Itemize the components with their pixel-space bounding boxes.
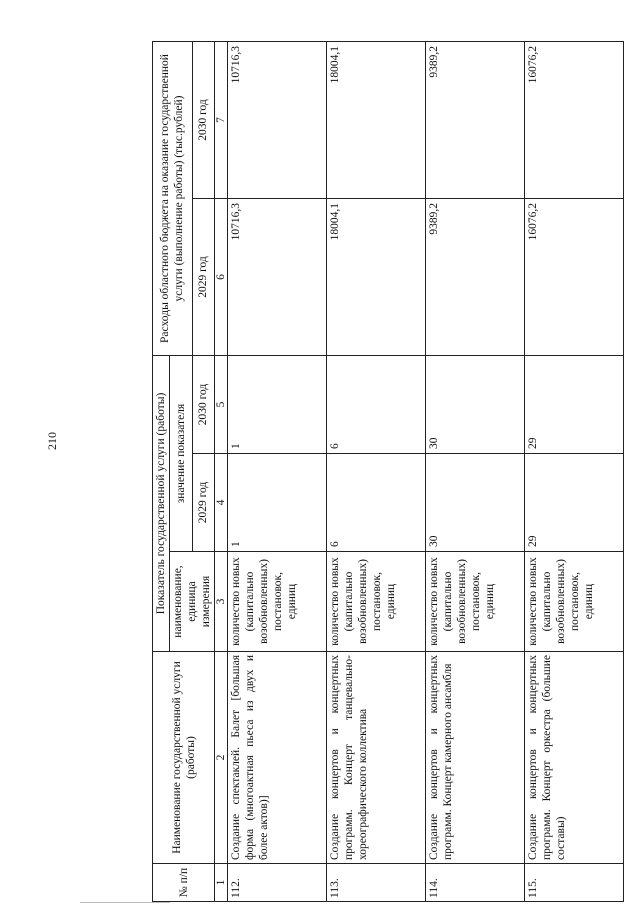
table-row [426, 42, 525, 902]
cost-2029: 10716,3 [228, 199, 327, 356]
header-indicator-group: Показатель государственной услуги (работы) [153, 356, 170, 652]
header-budget-group: Расходы областного бюджета на оказание государственной услуги (выполнение работы) (тыс.рублей) [153, 42, 193, 356]
value-2030: 1 [228, 356, 327, 454]
column-number: 4 [215, 454, 228, 552]
cost-2029: 9389,2 [426, 199, 525, 356]
value-2030: 6 [327, 356, 426, 454]
value-2030: 30 [426, 356, 525, 454]
value-2029: 6 [327, 454, 426, 552]
header-num: № п/п [153, 864, 215, 902]
table-body [228, 42, 624, 902]
cost-2029: 18004,1 [327, 199, 426, 356]
services-table [152, 41, 624, 902]
cost-2030: 10716,3 [228, 42, 327, 199]
indicator-unit: количество новых (капитально возобновленных) постановок, единиц [327, 552, 426, 652]
header-cost-2029: 2029 год [192, 199, 215, 356]
table-row [525, 42, 624, 902]
header-indicator-value: значение показателя [170, 356, 193, 552]
value-2030: 29 [525, 356, 624, 454]
column-number: 6 [215, 199, 228, 356]
rotated-table-wrapper [152, 42, 595, 902]
cost-2030: 18004,1 [327, 42, 426, 199]
row-number: 113. [327, 864, 426, 902]
row-number: 115. [525, 864, 624, 902]
service-name: Создание концертов и концертных программ. Концерт оркестра (большие составы) [525, 652, 624, 864]
page-number: 210 [45, 432, 59, 450]
cost-2030: 9389,2 [426, 42, 525, 199]
row-number: 112. [228, 864, 327, 902]
indicator-unit: количество новых (капитально возобновленных) постановок, единиц [228, 552, 327, 652]
column-numbers-row [215, 42, 228, 902]
service-name: Создание концертов и концертных программ. Концерт камерного ансамбля [426, 652, 525, 864]
header-value-2029: 2029 год [192, 454, 215, 552]
column-number: 2 [215, 652, 228, 864]
column-number: 1 [215, 864, 228, 902]
column-number: 7 [215, 42, 228, 199]
column-number: 5 [215, 356, 228, 454]
scan-edge-line [80, 902, 170, 903]
service-name: Создание спектаклей. Балет [большая форма (многоактная пьеса из двух и более актов)] [228, 652, 327, 864]
header-indicator-name: наименование, единица измерения [170, 552, 215, 652]
value-2029: 29 [525, 454, 624, 552]
header-service: Наименование государственной услуги (работы) [153, 652, 215, 864]
table-row [327, 42, 426, 902]
indicator-unit: количество новых (капитально возобновленных) постановок, единиц [426, 552, 525, 652]
table-row [228, 42, 327, 902]
cost-2029: 16076,2 [525, 199, 624, 356]
cost-2030: 16076,2 [525, 42, 624, 199]
table-header [153, 42, 228, 902]
value-2029: 30 [426, 454, 525, 552]
header-value-2030: 2030 год [192, 356, 215, 454]
service-name: Создание концертов и концертных программ. Концерт танцевально-хореографического коллектива [327, 652, 426, 864]
header-cost-2030: 2030 год [192, 42, 215, 199]
column-number: 3 [215, 552, 228, 652]
indicator-unit: количество новых (капитально возобновленных) постановок, единиц [525, 552, 624, 652]
value-2029: 1 [228, 454, 327, 552]
row-number: 114. [426, 864, 525, 902]
